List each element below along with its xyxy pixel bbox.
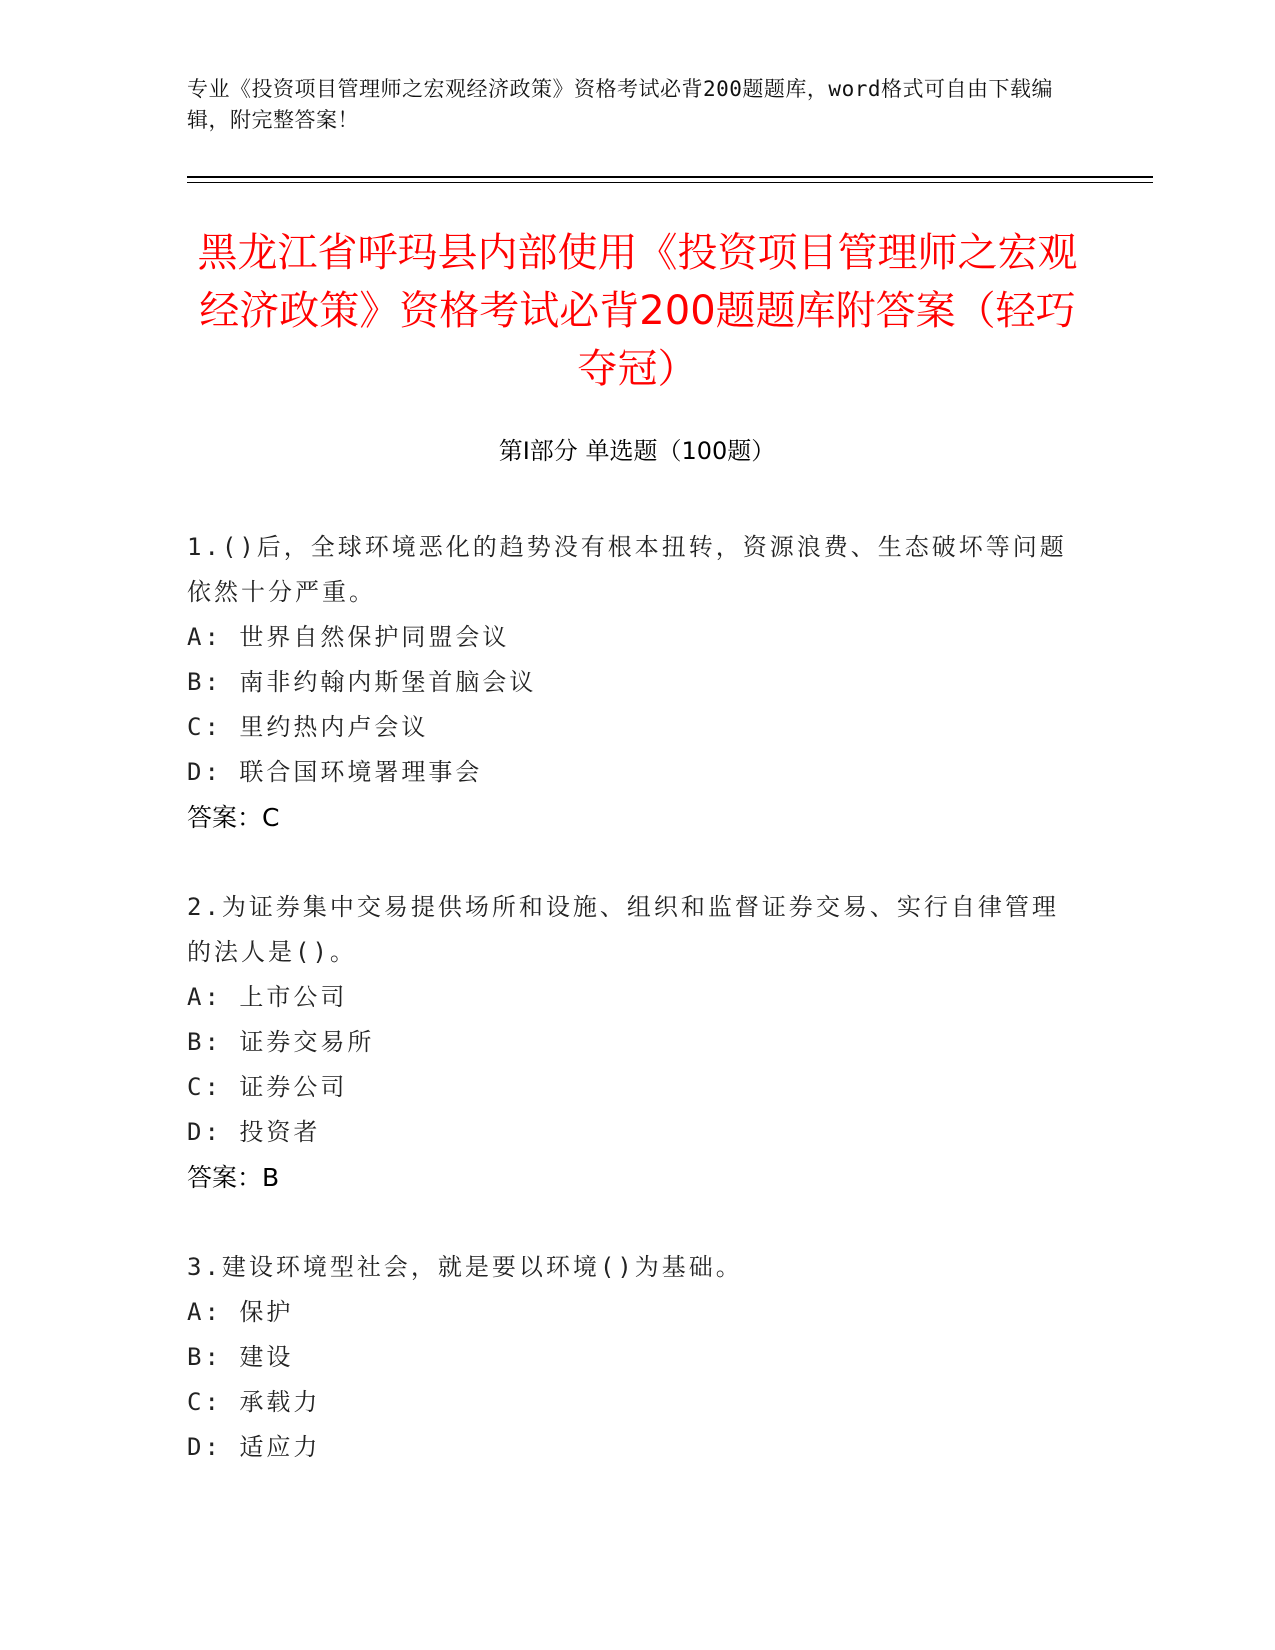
option-a: A: 上市公司 <box>187 983 348 1011</box>
question-1 <box>187 525 1067 840</box>
answer: 答案：B <box>187 1163 280 1192</box>
option-d: D: 投资者 <box>187 1118 321 1146</box>
option-c: C: 里约热内卢会议 <box>187 713 429 741</box>
document-title: 黑龙江省呼玛县内部使用《投资项目管理师之宏观经济政策》资格考试必背200题题库附答案（轻巧夺冠） <box>197 230 1078 392</box>
header-note: 专业《投资项目管理师之宏观经济政策》资格考试必背200题题库，word格式可自由下载编辑，附完整答案！ <box>187 77 1053 132</box>
answer: 答案：C <box>187 803 280 832</box>
question-3 <box>187 1245 1067 1470</box>
header-rule-thin <box>187 182 1153 183</box>
question-text: 1.()后，全球环境恶化的趋势没有根本扭转，资源浪费、生态破坏等问题依然十分严重。 <box>187 533 1067 606</box>
option-a: A: 保护 <box>187 1298 294 1326</box>
question-2 <box>187 885 1067 1200</box>
option-a: A: 世界自然保护同盟会议 <box>187 623 510 651</box>
option-b: B: 证券交易所 <box>187 1028 375 1056</box>
question-list <box>187 525 1067 1515</box>
question-text: 3.建设环境型社会，就是要以环境()为基础。 <box>187 1253 743 1281</box>
header-rule-thick <box>187 176 1153 178</box>
option-d: D: 联合国环境署理事会 <box>187 758 483 786</box>
option-c: C: 承载力 <box>187 1388 321 1416</box>
option-c: C: 证券公司 <box>187 1073 348 1101</box>
question-text: 2.为证券集中交易提供场所和设施、组织和监督证券交易、实行自律管理的法人是()。 <box>187 893 1059 966</box>
option-b: B: 南非约翰内斯堡首脑会议 <box>187 668 537 696</box>
section-title: 第Ⅰ部分 单选题（100题） <box>498 437 776 465</box>
option-b: B: 建设 <box>187 1343 294 1371</box>
option-d: D: 适应力 <box>187 1433 321 1461</box>
